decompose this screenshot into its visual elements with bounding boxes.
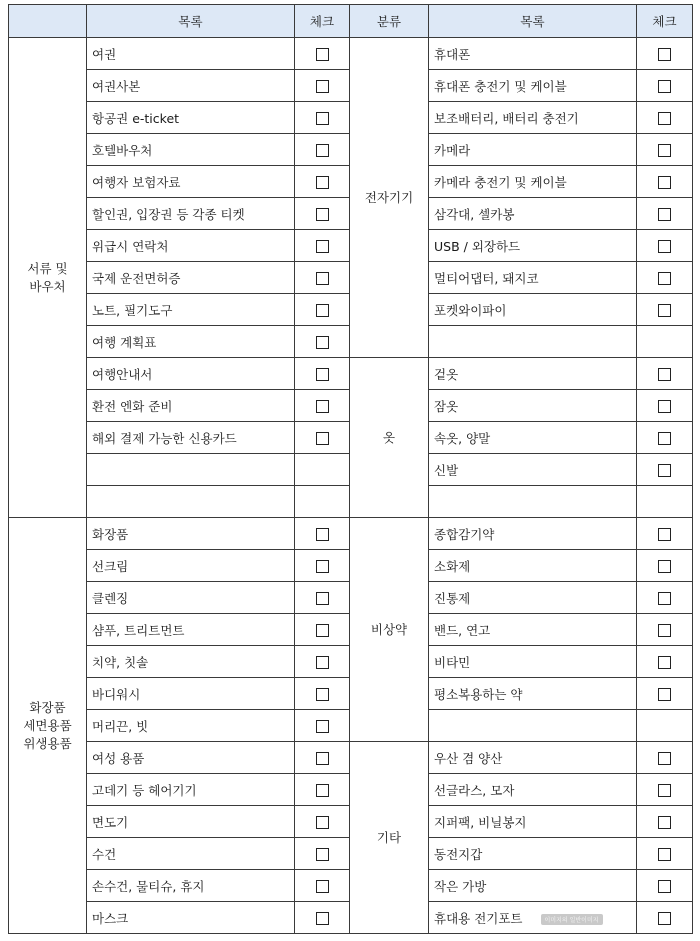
item-label: 여성 용품 [92,750,145,766]
header-item-left: 목록 [87,5,295,38]
left-check-cell[interactable] [295,166,350,198]
left-item-cell [87,614,295,646]
checkbox[interactable] [316,592,329,605]
right-check-cell[interactable] [637,166,693,198]
right-check-cell [637,486,693,518]
left-item-cell [87,550,295,582]
right-item-cell [429,614,637,646]
checkbox[interactable] [316,144,329,157]
right-check-cell[interactable] [637,774,693,806]
right-check-cell[interactable] [637,646,693,678]
right-category-3: 기타 [350,742,429,934]
right-check-cell[interactable] [637,390,693,422]
right-check-cell[interactable] [637,262,693,294]
right-check-cell[interactable] [637,550,693,582]
checkbox[interactable] [316,656,329,669]
item-label: 손수건, 물티슈, 휴지 [92,878,205,894]
checkbox[interactable] [658,880,671,893]
item-label: 비타민 [434,654,471,670]
right-item-cell [429,550,637,582]
right-check-cell[interactable] [637,134,693,166]
checkbox[interactable] [316,560,329,573]
right-check-cell[interactable] [637,454,693,486]
item-label: 포켓와이파이 [434,302,507,318]
item-label: 밴드, 연고 [434,622,491,638]
right-item-cell [429,870,637,902]
right-category-1: 옷 [350,358,429,518]
right-check-cell [637,326,693,358]
right-check-cell[interactable] [637,838,693,870]
right-check-cell[interactable] [637,198,693,230]
right-check-cell [637,710,693,742]
checkbox[interactable] [658,48,671,61]
checkbox[interactable] [658,624,671,637]
header-row [9,5,693,38]
right-check-cell[interactable] [637,518,693,550]
left-check-cell[interactable] [295,710,350,742]
checkbox[interactable] [316,528,329,541]
left-item-cell [87,294,295,326]
left-item-cell [87,422,295,454]
left-item-cell [87,390,295,422]
right-check-cell[interactable] [637,294,693,326]
left-check-cell[interactable] [295,742,350,774]
left-item-cell [87,678,295,710]
item-label: USB / 외장하드 [434,238,521,254]
checkbox[interactable] [658,400,671,413]
left-item-cell [87,710,295,742]
table-row [9,518,693,550]
checkbox[interactable] [316,304,329,317]
checkbox[interactable] [316,912,329,925]
left-check-cell[interactable] [295,38,350,70]
item-label: 휴대용 전기포트 [434,910,523,926]
right-item-cell [429,358,637,390]
left-check-cell[interactable] [295,198,350,230]
checkbox[interactable] [658,176,671,189]
item-label: 항공권 e-ticket [92,110,180,126]
table-row [9,358,693,390]
left-check-cell[interactable] [295,422,350,454]
right-check-cell[interactable] [637,870,693,902]
checkbox[interactable] [658,272,671,285]
checkbox[interactable] [658,592,671,605]
left-item-cell [87,198,295,230]
item-label: 동전지갑 [434,846,483,862]
item-label: 고데기 등 헤어기기 [92,782,197,798]
left-item-cell [87,902,295,934]
checkbox[interactable] [658,752,671,765]
item-label: 진통제 [434,590,471,606]
right-item-cell [429,710,637,742]
item-label: 보조배터리, 배터리 충전기 [434,110,579,126]
left-item-cell [87,646,295,678]
item-label: 해외 결제 가능한 신용카드 [92,430,237,446]
right-item-cell [429,646,637,678]
checkbox[interactable] [658,208,671,221]
checkbox[interactable] [316,112,329,125]
right-check-cell[interactable] [637,70,693,102]
left-check-cell[interactable] [295,262,350,294]
left-item-cell [87,486,295,518]
right-item-cell [429,102,637,134]
item-label: 머리끈, 빗 [92,718,149,734]
item-label: 카메라 [434,142,471,158]
right-item-cell [429,198,637,230]
item-label: 휴대폰 [434,46,471,62]
left-check-cell [295,454,350,486]
checkbox[interactable] [316,80,329,93]
checklist-table [8,4,693,934]
checkbox[interactable] [658,784,671,797]
checkbox[interactable] [658,688,671,701]
checkbox[interactable] [658,368,671,381]
left-item-cell [87,70,295,102]
right-check-cell[interactable] [637,422,693,454]
item-label: 종합감기약 [434,526,495,542]
checkbox[interactable] [316,208,329,221]
item-label: 노트, 필기도구 [92,302,173,318]
right-check-cell[interactable] [637,678,693,710]
checkbox[interactable] [316,880,329,893]
checkbox[interactable] [658,656,671,669]
right-item-cell [429,262,637,294]
checkbox[interactable] [658,240,671,253]
checkbox[interactable] [316,432,329,445]
right-item-cell [429,518,637,550]
left-item-cell [87,262,295,294]
item-label: 소화제 [434,558,471,574]
left-check-cell[interactable] [295,646,350,678]
header-category-left [9,5,87,38]
right-item-cell [429,294,637,326]
right-item-cell [429,454,637,486]
checkbox[interactable] [658,816,671,829]
left-item-cell [87,582,295,614]
left-item-cell [87,102,295,134]
checkbox[interactable] [316,720,329,733]
item-label: 치약, 칫솔 [92,654,149,670]
right-check-cell[interactable] [637,614,693,646]
item-label: 할인권, 입장권 등 각종 티켓 [92,206,245,222]
checkbox[interactable] [316,624,329,637]
left-check-cell[interactable] [295,870,350,902]
checkbox[interactable] [658,560,671,573]
item-label: 샴푸, 트리트먼트 [92,622,185,638]
left-category-0: 서류 및 바우처 [9,38,87,518]
item-label: 작은 가방 [434,878,487,894]
right-item-cell [429,902,637,934]
left-item-cell [87,230,295,262]
item-label: 휴대폰 충전기 및 케이블 [434,78,567,94]
item-label: 선글라스, 모자 [434,782,515,798]
left-check-cell[interactable] [295,678,350,710]
left-item-cell [87,774,295,806]
right-item-cell [429,166,637,198]
left-check-cell[interactable] [295,70,350,102]
item-label: 평소복용하는 약 [434,686,523,702]
checkbox[interactable] [658,464,671,477]
left-item-cell [87,742,295,774]
item-label: 여행자 보험자료 [92,174,181,190]
checkbox[interactable] [658,304,671,317]
item-label: 수건 [92,846,117,862]
header-check-left: 체크 [295,5,350,38]
left-check-cell[interactable] [295,518,350,550]
left-item-cell [87,454,295,486]
left-category-1: 화장품 세면용품 위생용품 [9,518,87,934]
checkbox[interactable] [316,272,329,285]
right-check-cell[interactable] [637,38,693,70]
right-item-cell [429,38,637,70]
left-check-cell[interactable] [295,774,350,806]
item-label: 마스크 [92,910,129,926]
left-item-cell [87,358,295,390]
item-label: 신발 [434,462,459,478]
checkbox[interactable] [316,752,329,765]
item-label: 겉옷 [434,366,459,382]
left-item-cell [87,838,295,870]
right-item-cell [429,774,637,806]
header-category-right: 분류 [350,5,429,38]
right-item-cell [429,806,637,838]
right-item-cell [429,678,637,710]
left-check-cell[interactable] [295,326,350,358]
checkbox[interactable] [658,848,671,861]
item-label: 지퍼팩, 비닐봉지 [434,814,527,830]
right-item-cell [429,134,637,166]
table-row [9,38,693,70]
checkbox[interactable] [316,48,329,61]
left-check-cell[interactable] [295,614,350,646]
right-check-cell[interactable] [637,358,693,390]
item-label: 여권사본 [92,78,141,94]
left-item-cell [87,38,295,70]
item-label: 우산 겸 양산 [434,750,503,766]
left-check-cell[interactable] [295,550,350,582]
left-item-cell [87,518,295,550]
item-label: 호텔바우처 [92,142,153,158]
item-label: 선크림 [92,558,129,574]
right-item-cell [429,70,637,102]
left-check-cell[interactable] [295,102,350,134]
right-item-cell [429,486,637,518]
watermark-badge: 이미지의 일반이미지 [541,914,603,925]
table-row [9,742,693,774]
checkbox[interactable] [316,688,329,701]
left-item-cell [87,134,295,166]
item-label: 클렌징 [92,590,129,606]
left-check-cell[interactable] [295,294,350,326]
item-label: 잠옷 [434,398,459,414]
checkbox[interactable] [316,176,329,189]
right-item-cell [429,390,637,422]
checkbox[interactable] [658,432,671,445]
right-category-2: 비상약 [350,518,429,742]
left-check-cell [295,486,350,518]
right-check-cell[interactable] [637,230,693,262]
right-item-cell [429,230,637,262]
checkbox[interactable] [316,400,329,413]
left-item-cell [87,166,295,198]
left-item-cell [87,806,295,838]
header-item-right: 목록 [429,5,637,38]
right-check-cell[interactable] [637,742,693,774]
checkbox[interactable] [316,816,329,829]
right-check-cell[interactable] [637,806,693,838]
item-label: 국제 운전면허증 [92,270,181,286]
left-item-cell [87,326,295,358]
checkbox[interactable] [658,80,671,93]
right-item-cell [429,326,637,358]
checkbox[interactable] [316,848,329,861]
left-item-cell [87,870,295,902]
left-check-cell[interactable] [295,806,350,838]
item-label: 삼각대, 셀카봉 [434,206,515,222]
item-label: 화장품 [92,526,129,542]
item-label: 여행안내서 [92,366,153,382]
right-category-0: 전자기기 [350,38,429,358]
left-check-cell[interactable] [295,582,350,614]
checkbox[interactable] [316,368,329,381]
right-item-cell [429,582,637,614]
item-label: 여행 계획표 [92,334,157,350]
item-label: 속옷, 양말 [434,430,491,446]
left-check-cell[interactable] [295,134,350,166]
item-label: 위급시 연락처 [92,238,169,254]
left-check-cell[interactable] [295,358,350,390]
left-check-cell[interactable] [295,230,350,262]
header-check-right: 체크 [637,5,693,38]
item-label: 환전 엔화 준비 [92,398,173,414]
checkbox[interactable] [658,912,671,925]
item-label: 면도기 [92,814,129,830]
right-item-cell [429,838,637,870]
travel-checklist [8,4,692,934]
right-check-cell[interactable] [637,582,693,614]
right-item-cell [429,422,637,454]
item-label: 멀티어댑터, 돼지코 [434,270,539,286]
right-check-cell[interactable] [637,902,693,934]
checkbox[interactable] [658,112,671,125]
checkbox[interactable] [316,784,329,797]
checkbox[interactable] [316,240,329,253]
right-item-cell [429,742,637,774]
right-check-cell[interactable] [637,102,693,134]
left-check-cell[interactable] [295,902,350,934]
checkbox[interactable] [658,528,671,541]
checkbox[interactable] [316,336,329,349]
item-label: 카메라 충전기 및 케이블 [434,174,567,190]
item-label: 여권 [92,46,117,62]
item-label: 바디워시 [92,686,141,702]
left-check-cell[interactable] [295,838,350,870]
left-check-cell[interactable] [295,390,350,422]
checkbox[interactable] [658,144,671,157]
